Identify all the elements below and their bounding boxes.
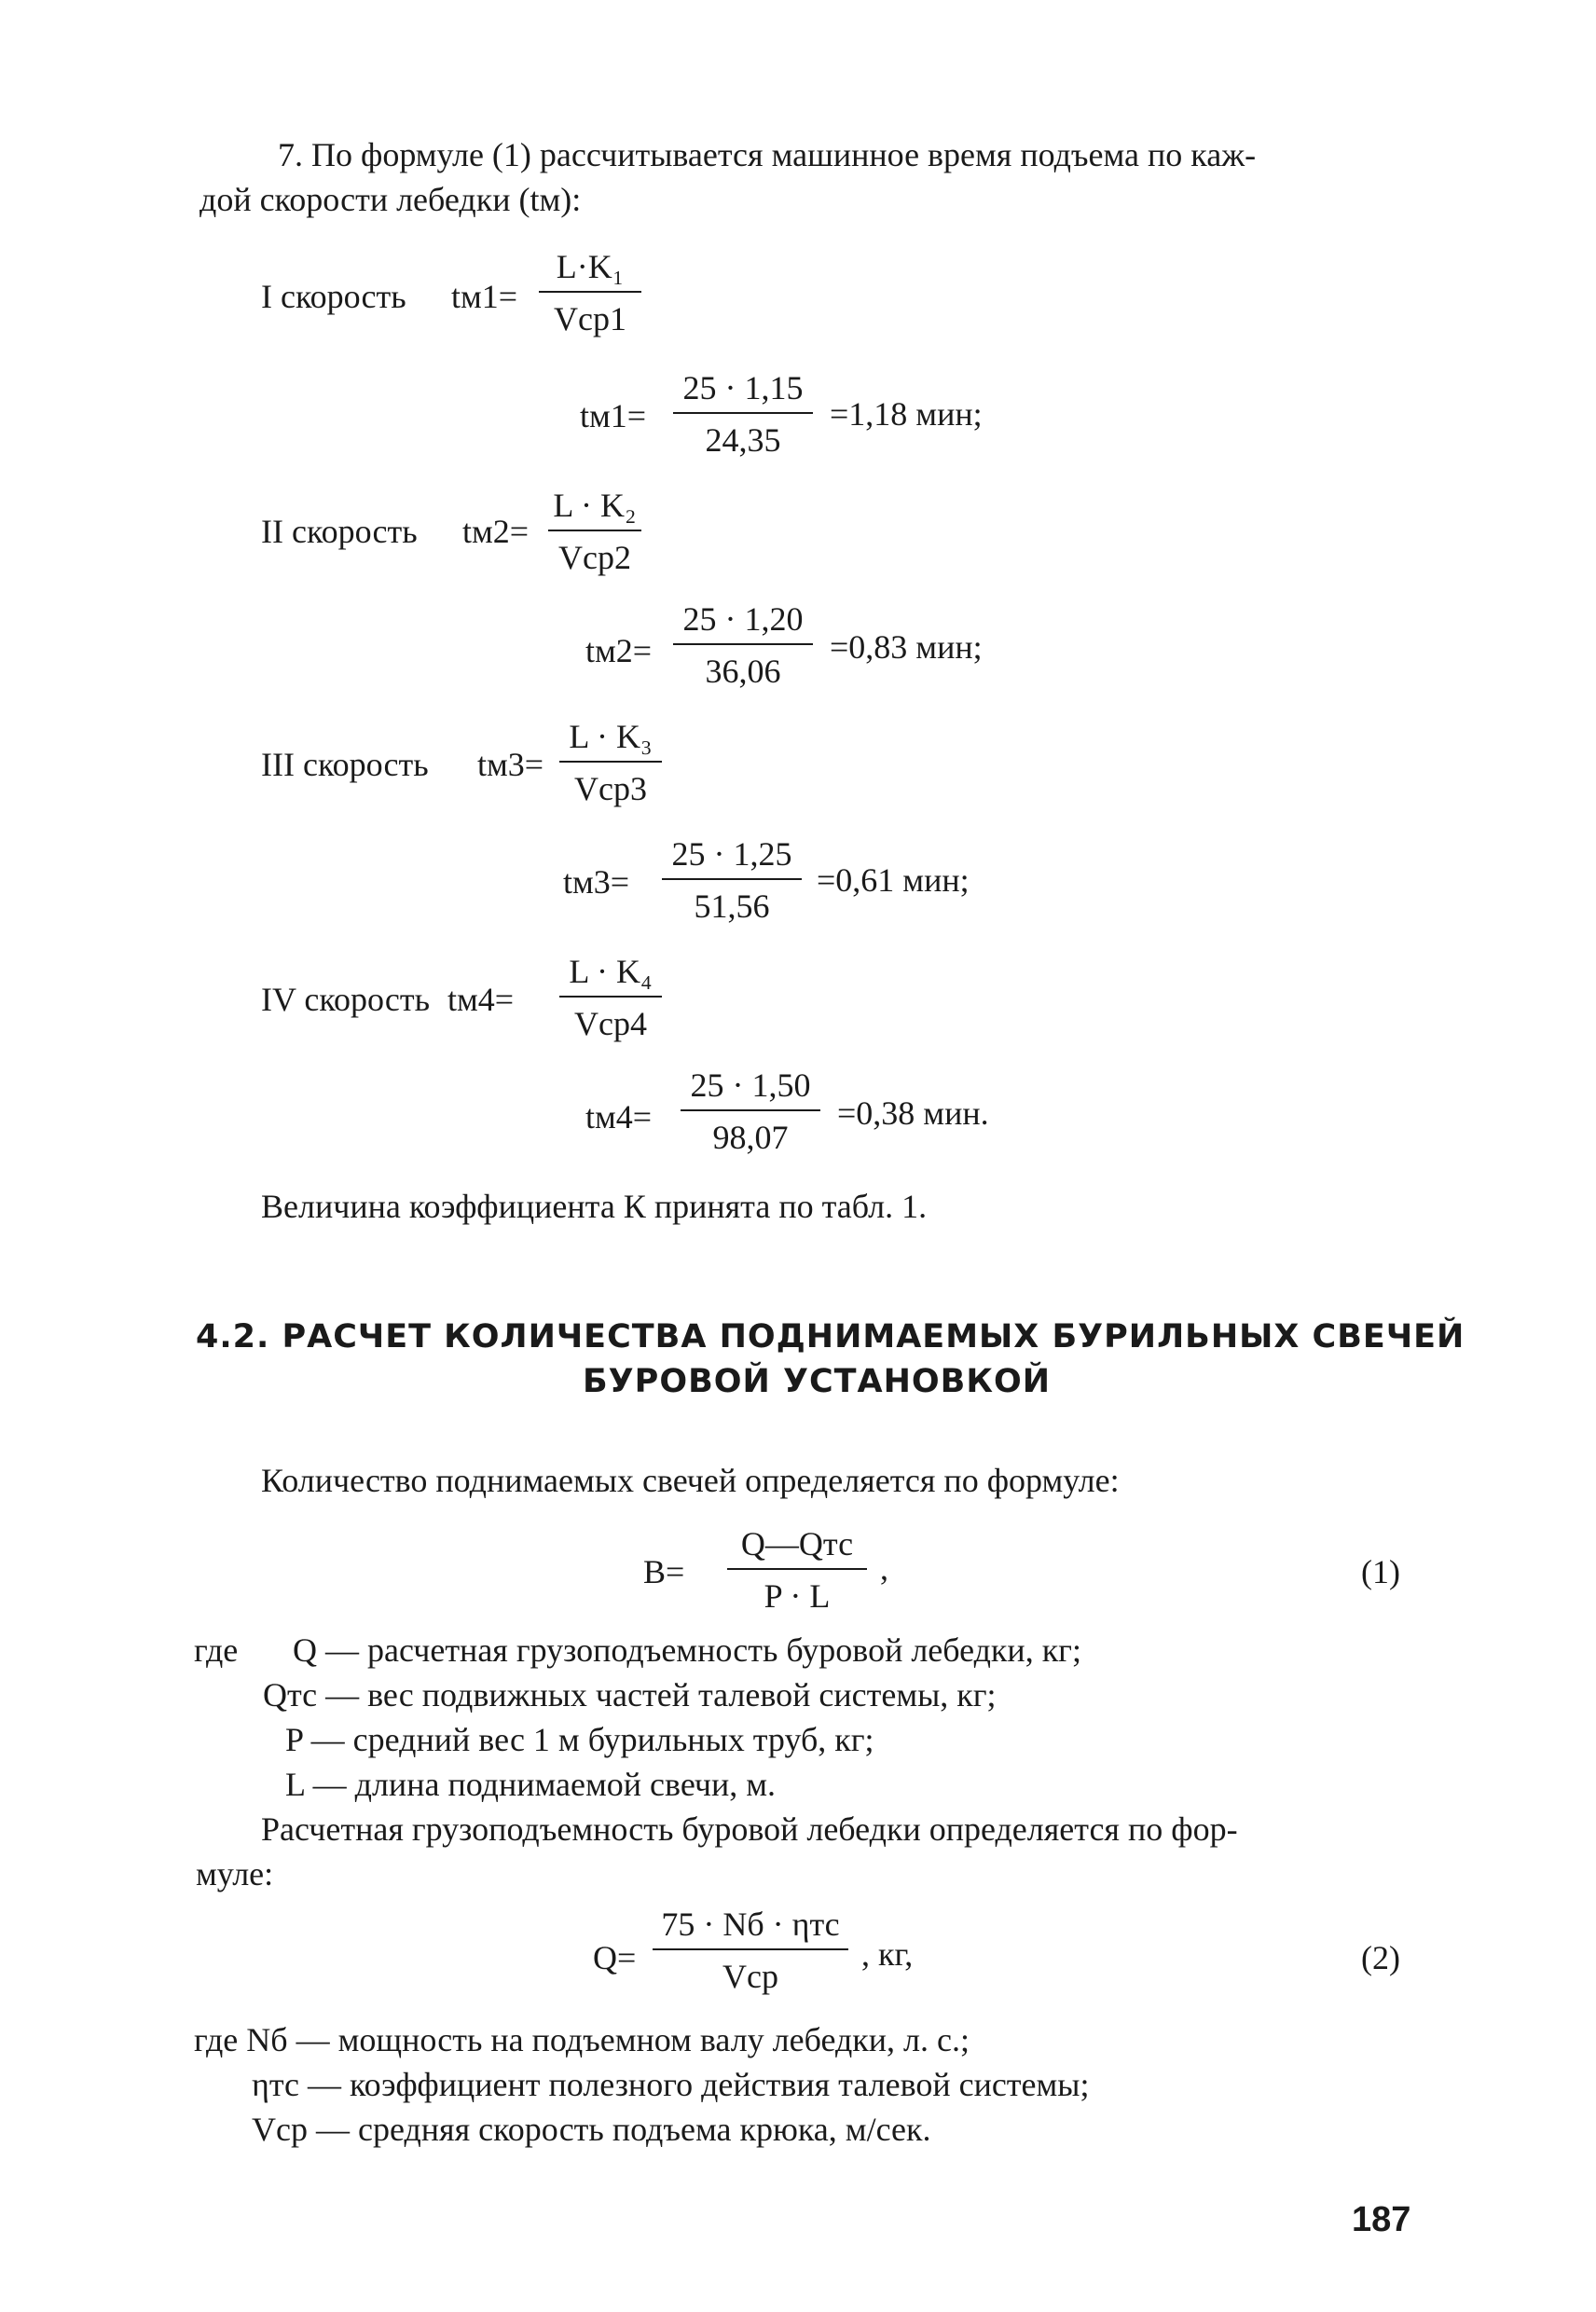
calc-t-symbol: tм1= xyxy=(580,397,647,434)
fraction-numerator: L · K₂ xyxy=(553,487,637,524)
where-item: Q — расчетная грузоподъемность буровой лебедки, кг; xyxy=(293,1631,1081,1669)
t-symbol: tм3= xyxy=(477,746,544,783)
calc-t-symbol: tм2= xyxy=(585,632,653,669)
fraction-numerator: 25 · 1,20 xyxy=(682,600,804,638)
fraction-numerator: L · K₄ xyxy=(569,953,653,990)
equation-1-comma: , xyxy=(880,1549,888,1587)
section-heading-line-1: 4.2. РАСЧЕТ КОЛИЧЕСТВА ПОДНИМАЕМЫХ БУРИЛЬНЫХ СВЕЧЕЙ xyxy=(196,1318,1465,1356)
fraction-bar xyxy=(559,996,662,998)
fraction-denominator: 24,35 xyxy=(705,421,781,459)
fraction-numerator: L · K₃ xyxy=(569,718,653,755)
formula-fraction xyxy=(548,489,641,574)
where-prefix: где xyxy=(194,1631,239,1669)
equation-2-unit: , кг, xyxy=(861,1935,914,1973)
where-item: Qтс — вес подвижных частей талевой системы, кг; xyxy=(263,1676,997,1713)
t-symbol: tм2= xyxy=(462,513,530,550)
calc-result: =1,18 мин; xyxy=(830,395,983,433)
formula-fraction xyxy=(539,250,641,336)
where-item: L — длина поднимаемой свечи, м. xyxy=(285,1766,777,1803)
fraction-denominator: 51,56 xyxy=(694,888,770,925)
where-item: P — средний вес 1 м бурильных труб, кг; xyxy=(285,1721,874,1758)
fraction-bar xyxy=(653,1948,848,1950)
fraction-bar xyxy=(681,1109,820,1111)
fraction-numerator: 25 · 1,15 xyxy=(682,369,804,406)
fraction-bar xyxy=(559,761,662,763)
fraction-denominator: Vср xyxy=(722,1958,778,1995)
fraction-bar xyxy=(539,291,641,293)
where-item: Vср — средняя скорость подъема крюка, м/сек. xyxy=(252,2111,931,2148)
fraction-denominator: P · L xyxy=(764,1577,831,1615)
t-symbol: tм1= xyxy=(451,278,518,315)
speed-label: III скорость xyxy=(261,746,429,783)
calc-t-symbol: tм3= xyxy=(563,863,630,901)
fraction-denominator: Vср2 xyxy=(558,539,631,576)
where-item: ηтс — коэффициент полезного действия талевой системы; xyxy=(252,2066,1090,2103)
coefficient-note: Величина коэффициента К принята по табл. 1. xyxy=(261,1188,928,1225)
fraction-numerator: 25 · 1,25 xyxy=(671,835,792,873)
fraction-denominator: 36,06 xyxy=(705,653,781,690)
fraction-bar xyxy=(727,1568,867,1570)
fraction-denominator: Vср1 xyxy=(554,300,626,337)
fraction-denominator: Vср4 xyxy=(574,1005,647,1042)
intro-line-1: 7. По формуле (1) рассчитывается машинное время подъема по каж- xyxy=(278,136,1257,173)
calc-fraction xyxy=(673,602,813,688)
fraction-bar xyxy=(548,530,641,531)
formula-fraction xyxy=(559,955,662,1040)
fraction-numerator: 75 · Nб · ηтс xyxy=(661,1906,840,1943)
fraction-numerator: L·K₁ xyxy=(556,248,625,285)
capacity-intro-line-1: Расчетная грузоподъемность буровой лебедки определяется по фор- xyxy=(261,1810,1238,1848)
fraction-bar xyxy=(673,412,813,414)
fraction-bar xyxy=(673,643,813,645)
equation-1-number: (1) xyxy=(1361,1553,1400,1590)
intro-line-2: дой скорости лебедки (tм): xyxy=(200,181,582,218)
calc-result: =0,83 мин; xyxy=(830,628,983,666)
fraction-denominator: Vср3 xyxy=(574,770,647,807)
calc-t-symbol: tм4= xyxy=(585,1098,653,1135)
where-item: где Nб — мощность на подъемном валу лебедки, л. с.; xyxy=(194,2021,970,2058)
calc-fraction xyxy=(681,1068,820,1154)
page-number: 187 xyxy=(1352,2200,1411,2239)
calc-fraction xyxy=(673,371,813,457)
equation-2-lhs: Q= xyxy=(593,1939,637,1976)
equation-2-number: (2) xyxy=(1361,1939,1400,1976)
equation-2-fraction xyxy=(653,1907,848,1993)
speed-label: II скорость xyxy=(261,513,418,550)
section-heading-line-2: БУРОВОЙ УСТАНОВКОЙ xyxy=(583,1363,1051,1400)
t-symbol: tм4= xyxy=(447,981,515,1018)
speed-label: IV скорость xyxy=(261,981,431,1018)
calc-fraction xyxy=(662,837,802,923)
fraction-bar xyxy=(662,878,802,880)
equation-1-fraction xyxy=(727,1527,867,1613)
candles-intro: Количество поднимаемых свечей определяется по формуле: xyxy=(261,1462,1120,1499)
calc-result: =0,38 мин. xyxy=(837,1094,989,1132)
fraction-denominator: 98,07 xyxy=(712,1119,789,1156)
fraction-numerator: Q—Qтс xyxy=(740,1525,854,1562)
calc-result: =0,61 мин; xyxy=(817,861,970,899)
formula-fraction xyxy=(559,720,662,805)
fraction-numerator: 25 · 1,50 xyxy=(690,1067,811,1104)
equation-1-lhs: B= xyxy=(643,1553,685,1590)
capacity-intro-line-2: муле: xyxy=(196,1855,274,1892)
speed-label: I скорость xyxy=(261,278,406,315)
